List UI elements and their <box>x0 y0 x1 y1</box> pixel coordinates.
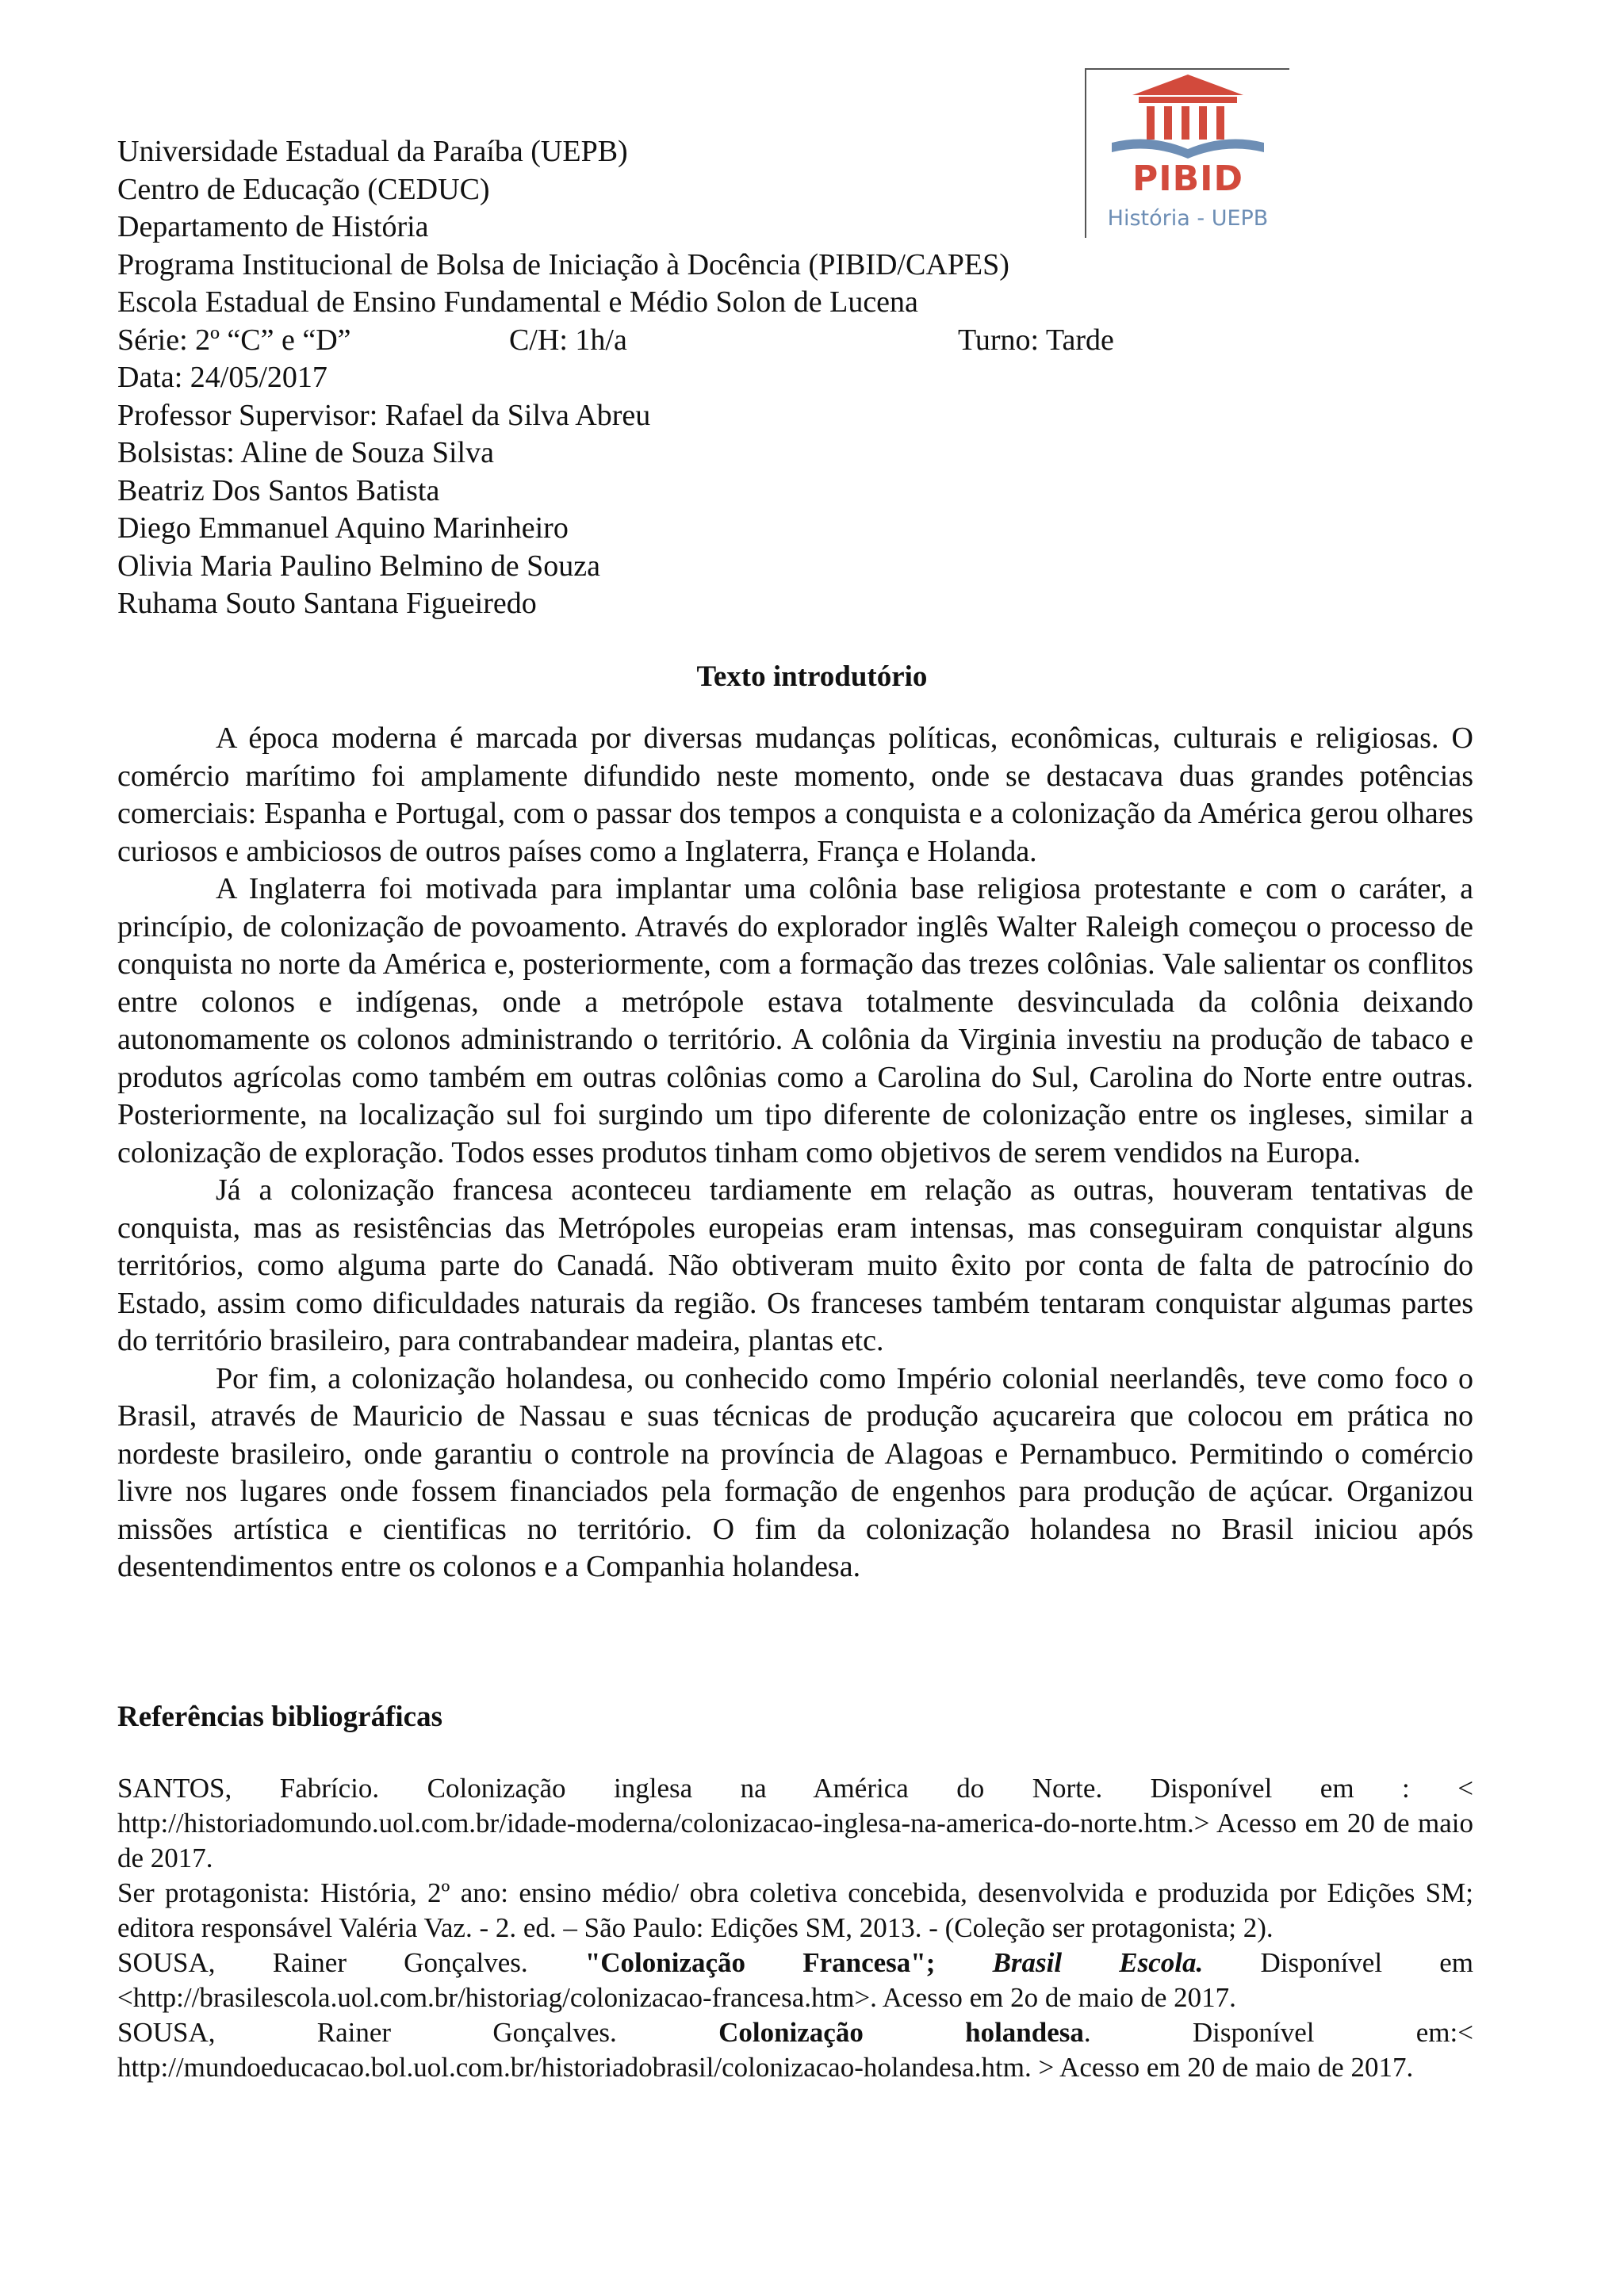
class-info-row <box>117 322 1132 360</box>
reference-title: "Colonização Francesa"; <box>584 1947 936 1978</box>
reference-title: Colonização holandesa <box>718 2017 1084 2048</box>
date-line: Data: 24/05/2017 <box>117 361 327 394</box>
bolsista-line: Diego Emmanuel Aquino Marinheiro <box>117 511 569 545</box>
program-line: Programa Institucional de Bolsa de Iniciação à Docência (PIBID/CAPES) <box>117 247 1009 281</box>
paragraph: A Inglaterra foi motivada para implantar uma colônia base religiosa protestante e com o caráter, a princípio, de colonização de povoamento. Através do explorador inglês Walter Raleigh começou o processo de conquista no norte da América e, posteriormente, com a formação das trezes colônias. Vale salientar os conflitos entre colonos e indígenas, onde a metrópole estava totalmente desvinculada da colônia deixando autonomamente os colonos administrando o território. A colônia da Virginia investiu na produção de tabaco e produtos agrícolas como também em outras colônias como a Carolina do Sul, Carolina do Norte entre outras. Posteriormente, na localização sul foi surgindo um tipo diferente de colonização entre os ingleses, similar a colonização de exploração. Todos esses produtos tinham como objetivos de serem vendidos na Europa. <box>117 872 1473 1169</box>
reference-item <box>117 2015 1473 2085</box>
workload-text: C/H: 1h/a <box>509 323 627 357</box>
references-list <box>117 1771 1473 2085</box>
logo-title: PIBID <box>1132 159 1244 199</box>
logo-subtitle: História - UEPB <box>1107 206 1269 231</box>
reference-rest: Disponível em <http://brasilescola.uol.com.br/historiag/colonizacao-francesa.htm>. Acesso em 2o de maio de 2017. <box>117 1947 1473 2013</box>
supervisor-line: Professor Supervisor: Rafael da Silva Abreu <box>117 398 651 432</box>
shift-text: Turno: Tarde <box>958 323 1114 357</box>
bolsista-line: Olivia Maria Paulino Belmino de Souza <box>117 549 600 583</box>
school-line: Escola Estadual de Ensino Fundamental e Médio Solon de Lucena <box>117 285 918 319</box>
bolsista-line: Ruhama Souto Santana Figueiredo <box>117 587 537 620</box>
reference-source: Brasil Escola. <box>992 1947 1204 1978</box>
bolsista-line: Beatriz Dos Santos Batista <box>117 473 440 507</box>
department-line: Departamento de História <box>117 210 429 243</box>
reference-rest: . Disponível em:< http://mundoeducacao.bol.uol.com.br/historiadobrasil/colonizacao-holandesa.htm. > Acesso em 20 de maio de 2017. <box>117 2017 1473 2083</box>
bolsista-line: Bolsistas: Aline de Souza Silva <box>117 436 494 469</box>
paragraph: A época moderna é marcada por diversas mudanças políticas, econômicas, culturais e religiosas. O comércio marítimo foi amplamente difundido neste momento, onde se destacava duas grandes potências comerciais: Espanha e Portugal, com o passar dos tempos a conquista e a colonização da América gerou olhares curiosos e ambiciosos de outros países como a Inglaterra, França e Holanda. <box>117 721 1473 868</box>
reference-item: SANTOS, Fabrício. Colonização inglesa na América do Norte. Disponível em : < http://historiadomundo.uol.com.br/idade-moderna/colonizacao-inglesa-na-america-do-norte.htm.> Acesso em 20 de maio de 2017. <box>117 1773 1473 1873</box>
paragraph: Por fim, a colonização holandesa, ou conhecido como Império colonial neerlandês, teve como foco o Brasil, através de Mauricio de Nassau e suas técnicas de produção açucareira que colocou em prática no nordeste brasileiro, onde garantiu o controle na província de Alagoas e Pernambuco. Permitindo o comércio livre nos lugares onde fossem financiados pela formação de engenhos para produção de açúcar. Organizou missões artística e cientificas no território. O fim da colonização holandesa no Brasil iniciou após desentendimentos entre os colonos e a Companhia holandesa. <box>117 1361 1473 1583</box>
center-line: Centro de Educação (CEDUC) <box>117 172 490 206</box>
serie-text: Série: 2º “C” e “D” <box>117 323 351 357</box>
university-line: Universidade Estadual da Paraíba (UEPB) <box>117 135 628 168</box>
reference-author: SOUSA, Rainer Gonçalves. <box>117 2017 617 2048</box>
reference-item <box>117 1946 1473 2015</box>
references-title: Referências bibliográficas <box>117 1701 442 1733</box>
section-title: Texto introdutório <box>696 660 928 693</box>
reference-author: SOUSA, Rainer Gonçalves. <box>117 1947 528 1978</box>
intro-text <box>117 720 1473 1586</box>
paragraph: Já a colonização francesa aconteceu tardiamente em relação as outras, houveram tentativas de conquista, mas as resistências das Metrópoles europeias eram intensas, mas conseguiram conquistar alguns territórios, como alguma parte do Canadá. Não obtiveram muito êxito por conta de falta de patrocínio do Estado, assim como dificuldades naturais da região. Os franceses também tentaram conquistar algumas partes do território brasileiro, para contrabandear madeira, plantas etc. <box>117 1173 1473 1357</box>
reference-item: Ser protagonista: História, 2º ano: ensino médio/ obra coletiva concebida, desenvolvida e produzida por Edições SM; editora responsável Valéria Vaz. - 2. ed. – São Paulo: Edições SM, 2013. - (Coleção ser protagonista; 2). <box>117 1877 1473 1943</box>
document-header <box>117 133 1132 623</box>
